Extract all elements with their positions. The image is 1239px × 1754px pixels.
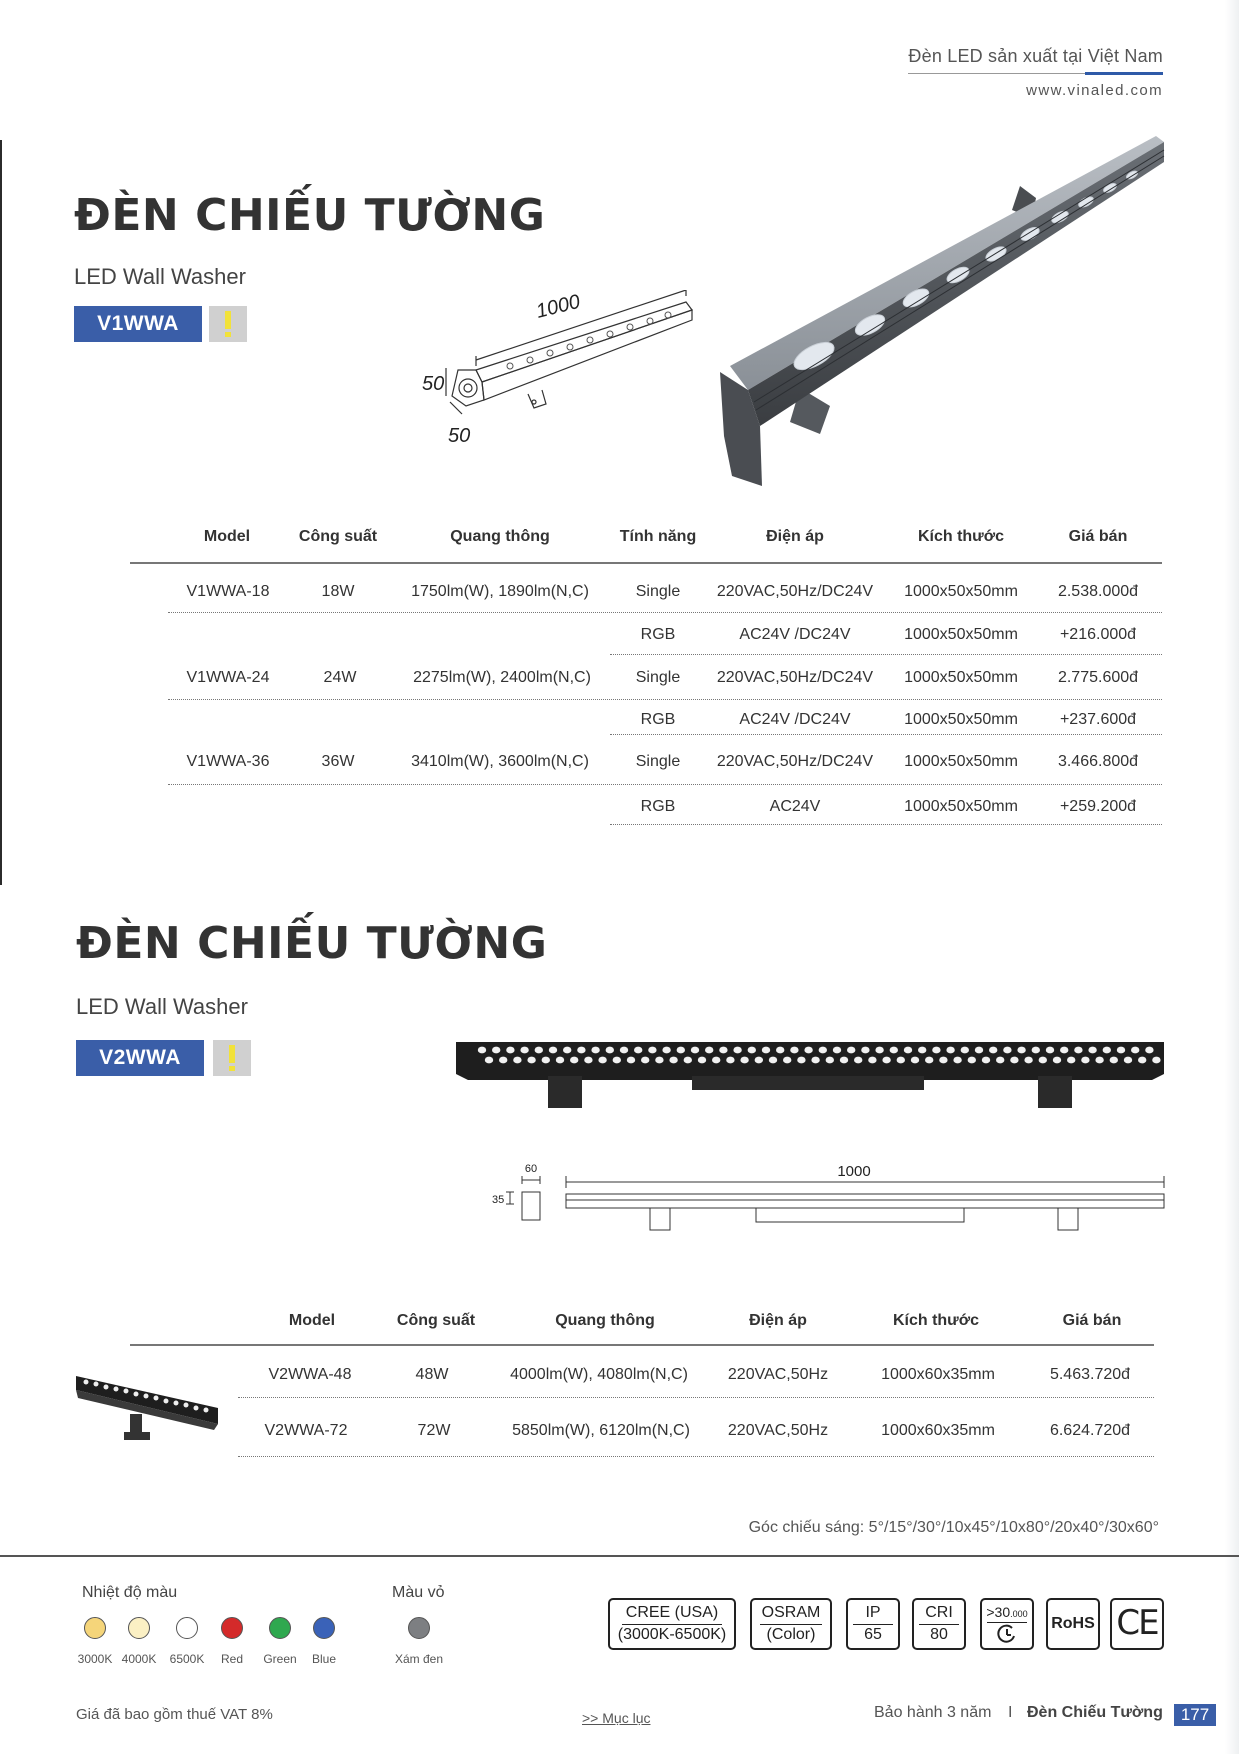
led-dot	[542, 1057, 550, 1064]
table-cell-size: 1000x50x50mm	[904, 753, 1018, 770]
page-edge	[0, 140, 2, 885]
dimension-height-label: 35	[492, 1194, 505, 1206]
led-dot	[570, 1057, 578, 1064]
led-dot	[499, 1057, 507, 1064]
cree-top: CREE (USA)	[625, 1604, 719, 1622]
table-cell-price: 2.775.600đ	[1057, 669, 1139, 686]
led-dot	[535, 1047, 543, 1054]
led-dot	[677, 1047, 685, 1054]
table-cell-voltage: AC24V /DC24V	[739, 626, 851, 643]
led-dot	[783, 1057, 791, 1064]
lifetime-badge	[980, 1598, 1034, 1650]
dimension-width-label: 50	[448, 425, 471, 447]
led-dot	[577, 1047, 585, 1054]
footer-rule	[0, 1555, 1239, 1557]
ce-mark-badge	[1110, 1598, 1164, 1650]
table-header-rule	[130, 1344, 1154, 1346]
v2wwa-thumbnail-image	[74, 1370, 220, 1446]
led-dot	[684, 1057, 692, 1064]
led-dot	[705, 1047, 713, 1054]
led-dot	[598, 1057, 606, 1064]
col-model: Model	[288, 1312, 336, 1329]
dimension-length-label: 1000	[533, 290, 583, 323]
led-dot	[634, 1047, 642, 1054]
led-dot	[712, 1057, 720, 1064]
led-dot	[733, 1047, 741, 1054]
led-dot	[655, 1057, 663, 1064]
table-cell-flux: 1750lm(W), 1890lm(N,C)	[411, 583, 589, 600]
led-dot	[662, 1047, 670, 1054]
col-flux: Quang thông	[450, 528, 550, 545]
warning-icon	[209, 306, 247, 342]
table-cell-voltage: 220VAC,50Hz/DC24V	[716, 669, 874, 686]
led-dot	[485, 1057, 493, 1064]
table-cell-price: 3.466.800đ	[1057, 753, 1139, 770]
led-dot	[996, 1057, 1004, 1064]
cree-bottom: (3000K-6500K)	[617, 1625, 727, 1643]
led-dot	[556, 1057, 564, 1064]
section1-subtitle: LED Wall Washer	[74, 264, 246, 289]
table-row-divider	[238, 1456, 1154, 1457]
color-swatch-blue	[313, 1617, 335, 1639]
table-cell-price: 5.463.720đ	[1049, 1366, 1131, 1383]
table-cell-feature: RGB	[640, 711, 676, 728]
cri-badge	[912, 1598, 966, 1650]
led-dot	[868, 1057, 876, 1064]
table-cell-power: 48W	[415, 1366, 449, 1383]
table-cell-flux: 3410lm(W), 3600lm(N,C)	[411, 753, 589, 770]
table-cell-feature: Single	[635, 753, 681, 770]
table-cell-feature: RGB	[640, 626, 676, 643]
col-feature: Tính năng	[619, 528, 697, 545]
v2wwa-product-image	[452, 1036, 1168, 1116]
toc-link[interactable]: >> Mục lục	[582, 1710, 651, 1726]
led-dot	[584, 1057, 592, 1064]
led-dot	[897, 1057, 905, 1064]
led-dot	[1095, 1057, 1103, 1064]
table-cell-size: 1000x60x35mm	[881, 1366, 995, 1383]
led-dot	[939, 1057, 947, 1064]
col-size: Kích thước	[917, 528, 1005, 545]
color-swatch-4000k	[128, 1617, 150, 1639]
led-dot	[719, 1047, 727, 1054]
table-cell-price: +259.200đ	[1059, 798, 1137, 815]
led-dot	[1131, 1047, 1139, 1054]
color-swatch-label: 3000K	[77, 1652, 113, 1666]
led-dot	[769, 1057, 777, 1064]
table-cell-flux: 5850lm(W), 6120lm(N,C)	[512, 1422, 690, 1439]
led-dot	[797, 1057, 805, 1064]
col-voltage: Điện áp	[749, 1312, 807, 1329]
col-voltage: Điện áp	[766, 528, 824, 545]
header-url[interactable]: www.vinaled.com	[1026, 82, 1163, 99]
section1-title: ĐÈN CHIẾU TƯỜNG	[74, 190, 546, 241]
table-cell-voltage: 220VAC,50Hz	[727, 1422, 829, 1439]
led-dot	[1024, 1057, 1032, 1064]
led-dot	[1010, 1057, 1018, 1064]
led-dot	[648, 1047, 656, 1054]
led-dot	[1110, 1057, 1118, 1064]
table-cell-voltage: 220VAC,50Hz/DC24V	[716, 583, 874, 600]
led-dot	[641, 1057, 649, 1064]
led-dot	[492, 1047, 500, 1054]
table-cell-voltage: 220VAC,50Hz/DC24V	[716, 753, 874, 770]
col-size: Kích thước	[892, 1312, 980, 1329]
section2-title: ĐÈN CHIẾU TƯỜNG	[76, 918, 548, 969]
led-dot	[1124, 1057, 1132, 1064]
led-dot	[953, 1057, 961, 1064]
ip-top: IP	[865, 1604, 881, 1622]
table-cell-price: 2.538.000đ	[1057, 583, 1139, 600]
led-dot	[861, 1047, 869, 1054]
table-cell-model: V2WWA-72	[264, 1422, 348, 1439]
led-dot	[1046, 1047, 1054, 1054]
page-number: 177	[1174, 1704, 1216, 1726]
cree-badge	[608, 1598, 736, 1650]
table-cell-model: V1WWA-18	[186, 583, 270, 600]
color-swatch-label: 4000K	[121, 1652, 157, 1666]
footer-category: Đèn Chiếu Tường	[1027, 1704, 1163, 1721]
warranty-text: Bảo hành 3 năm	[874, 1704, 992, 1721]
housing-swatch	[408, 1617, 430, 1639]
led-dot	[1088, 1047, 1096, 1054]
table-cell-size: 1000x50x50mm	[904, 626, 1018, 643]
table-row-divider	[610, 824, 1162, 825]
table-cell-size: 1000x50x50mm	[904, 583, 1018, 600]
led-dot	[755, 1057, 763, 1064]
led-dot	[875, 1047, 883, 1054]
section2-subtitle: LED Wall Washer	[76, 994, 248, 1019]
col-price: Giá bán	[1062, 1312, 1122, 1329]
table-cell-model: V1WWA-36	[186, 753, 270, 770]
led-dot	[478, 1047, 486, 1054]
led-dot	[620, 1047, 628, 1054]
dimension-length-label: 1000	[837, 1163, 871, 1180]
section1-model-badge: V1WWA	[74, 306, 202, 342]
led-dot	[1032, 1047, 1040, 1054]
led-dot	[946, 1047, 954, 1054]
housing-swatch-label: Xám đen	[394, 1652, 444, 1666]
table-cell-power: 24W	[323, 669, 357, 686]
warning-icon	[213, 1040, 251, 1076]
led-dot	[549, 1047, 557, 1054]
v2wwa-dimension-drawing	[488, 1160, 1168, 1240]
led-dot	[804, 1047, 812, 1054]
page-header	[908, 46, 1163, 99]
led-dot	[520, 1047, 528, 1054]
ip-rating-badge	[846, 1598, 900, 1650]
clock-icon	[997, 1624, 1017, 1644]
ce-label: CE	[1116, 1603, 1158, 1644]
color-swatch-label: 6500K	[169, 1652, 205, 1666]
color-swatch-label: Green	[263, 1652, 297, 1666]
led-dot	[1138, 1057, 1146, 1064]
led-dot	[740, 1057, 748, 1064]
led-dot	[882, 1057, 890, 1064]
led-dot	[811, 1057, 819, 1064]
led-dot	[904, 1047, 912, 1054]
led-dot	[1017, 1047, 1025, 1054]
led-dot	[1003, 1047, 1011, 1054]
led-dot	[854, 1057, 862, 1064]
table-cell-flux: 2275lm(W), 2400lm(N,C)	[413, 669, 591, 686]
led-dot	[975, 1047, 983, 1054]
led-dot	[961, 1047, 969, 1054]
led-dot	[698, 1057, 706, 1064]
led-dot	[506, 1047, 514, 1054]
vat-note: Giá đã bao gồm thuế VAT 8%	[76, 1706, 273, 1723]
table-cell-feature: RGB	[640, 798, 676, 815]
table-cell-voltage: AC24V /DC24V	[739, 711, 851, 728]
led-dot	[726, 1057, 734, 1064]
led-dot	[989, 1047, 997, 1054]
led-dot	[826, 1057, 834, 1064]
led-dot	[847, 1047, 855, 1054]
led-dot	[591, 1047, 599, 1054]
page-shadow	[1225, 0, 1239, 1754]
table-cell-size: 1000x50x50mm	[904, 669, 1018, 686]
cri-top: CRI	[925, 1604, 953, 1622]
color-swatch-6500k	[176, 1617, 198, 1639]
table-cell-power: 72W	[417, 1422, 451, 1439]
led-dot	[613, 1057, 621, 1064]
table-cell-feature: Single	[635, 669, 681, 686]
led-dot	[1067, 1057, 1075, 1064]
table-row-divider	[610, 734, 1162, 735]
table-row-divider	[610, 654, 1162, 655]
col-flux: Quang thông	[555, 1312, 655, 1329]
led-dot	[819, 1047, 827, 1054]
color-swatch-label: Red	[220, 1652, 243, 1666]
dimension-width-label: 60	[524, 1163, 538, 1175]
led-dot	[890, 1047, 898, 1054]
color-temp-title: Nhiệt độ màu	[82, 1584, 178, 1601]
led-dot	[776, 1047, 784, 1054]
table-cell-voltage: 220VAC,50Hz	[727, 1366, 829, 1383]
led-dot	[918, 1047, 926, 1054]
led-dot	[563, 1047, 571, 1054]
lifetime-top: >30	[986, 1604, 1011, 1621]
led-dot	[691, 1047, 699, 1054]
table-row-divider	[168, 699, 1162, 700]
table-cell-flux: 4000lm(W), 4080lm(N,C)	[510, 1366, 688, 1383]
housing-color-title: Màu vỏ	[392, 1584, 445, 1601]
led-dot	[606, 1047, 614, 1054]
led-dot	[1152, 1057, 1160, 1064]
table-row-divider	[168, 612, 1162, 613]
rohs-badge	[1046, 1598, 1100, 1650]
table-cell-power: 36W	[321, 753, 355, 770]
led-dot	[1074, 1047, 1082, 1054]
table-cell-size: 1000x50x50mm	[904, 711, 1018, 728]
led-dot	[527, 1057, 535, 1064]
table-cell-voltage: AC24V	[769, 798, 821, 815]
table-header-rule	[130, 562, 1162, 564]
led-dot	[925, 1057, 933, 1064]
table-cell-model: V2WWA-48	[268, 1366, 352, 1383]
color-swatch-green	[269, 1617, 291, 1639]
table-cell-price: +216.000đ	[1059, 626, 1137, 643]
led-dot	[762, 1047, 770, 1054]
col-price: Giá bán	[1068, 528, 1128, 545]
beam-angle-note: Góc chiếu sáng: 5°/15°/30°/10x45°/10x80°/20x40°/30x60°	[748, 1519, 1159, 1536]
led-dot	[1081, 1057, 1089, 1064]
led-dot	[1039, 1057, 1047, 1064]
col-power: Công suất	[396, 1312, 476, 1329]
led-dot	[911, 1057, 919, 1064]
osram-badge	[750, 1598, 832, 1650]
v1wwa-product-image	[720, 126, 1170, 486]
table-cell-feature: Single	[635, 583, 681, 600]
col-model: Model	[203, 528, 251, 545]
table-cell-price: 6.624.720đ	[1049, 1422, 1131, 1439]
led-dot	[1103, 1047, 1111, 1054]
led-dot	[748, 1047, 756, 1054]
led-dot	[669, 1057, 677, 1064]
led-dot	[932, 1047, 940, 1054]
footer-separator: I	[1008, 1704, 1013, 1721]
table-cell-price: +237.600đ	[1059, 711, 1137, 728]
dimension-height-label: 50	[422, 373, 445, 395]
table-cell-model: V1WWA-24	[186, 669, 270, 686]
osram-top: OSRAM	[761, 1604, 821, 1622]
table-row-divider	[238, 1397, 1154, 1398]
ip-bottom: 65	[864, 1625, 882, 1643]
led-dot	[840, 1057, 848, 1064]
led-dot	[982, 1057, 990, 1064]
color-swatch-label: Blue	[311, 1652, 337, 1666]
color-swatch-red	[221, 1617, 243, 1639]
led-dot	[968, 1057, 976, 1064]
section2-model-badge: V2WWA	[76, 1040, 204, 1076]
table-cell-size: 1000x60x35mm	[881, 1422, 995, 1439]
header-tagline: Đèn LED sản xuất tại Việt Nam	[908, 46, 1163, 74]
osram-bottom: (Color)	[766, 1625, 816, 1643]
led-dot	[1117, 1047, 1125, 1054]
color-swatch-3000k	[84, 1617, 106, 1639]
rohs-label: RoHS	[1051, 1614, 1095, 1632]
led-dot	[1053, 1057, 1061, 1064]
v1wwa-dimension-drawing	[410, 290, 700, 460]
led-dot	[513, 1057, 521, 1064]
led-dot	[627, 1057, 635, 1064]
col-power: Công suất	[298, 528, 378, 545]
cri-bottom: 80	[930, 1625, 948, 1643]
table-cell-power: 18W	[321, 583, 355, 600]
led-dot	[1145, 1047, 1153, 1054]
led-dot	[790, 1047, 798, 1054]
table-row-divider	[168, 784, 1162, 785]
led-dot	[1060, 1047, 1068, 1054]
table-cell-size: 1000x50x50mm	[904, 798, 1018, 815]
lifetime-sup: .000	[1010, 1609, 1028, 1620]
led-dot	[833, 1047, 841, 1054]
